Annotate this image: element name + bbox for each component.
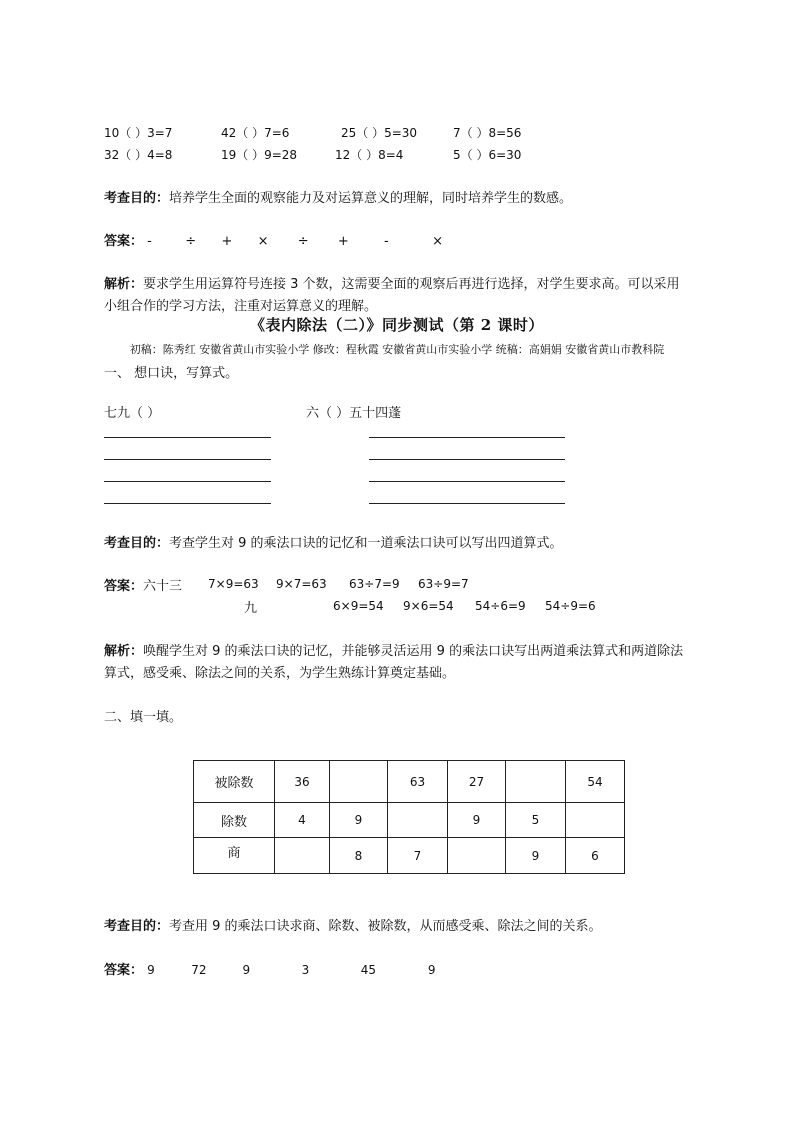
answer-line bbox=[104, 959, 436, 978]
table-cell[interactable] bbox=[388, 803, 448, 838]
answer-equation: 63÷7=9 bbox=[349, 577, 400, 591]
table-row bbox=[194, 838, 625, 874]
table-cell: 4 bbox=[275, 803, 330, 838]
table-cell: 7 bbox=[388, 838, 448, 874]
analysis-label: 解析： bbox=[104, 644, 144, 659]
answer-blank-line[interactable] bbox=[104, 437, 271, 438]
analysis-text: 唤醒学生对 9 的乘法口诀的记忆，并能够灵活运用 9 的乘法口诀写出两道乘法算式和两道除法 bbox=[143, 644, 684, 659]
table-cell: 8 bbox=[330, 838, 388, 874]
purpose-text: 考查用 9 的乘法口诀求商、除数、被除数，从而感受乘、除法之间的关系。 bbox=[169, 919, 602, 934]
row-header: 商 bbox=[194, 838, 275, 874]
answer-blank-line[interactable] bbox=[369, 503, 565, 504]
question-heading: 一、 想口诀，写算式。 bbox=[104, 366, 239, 381]
table-cell[interactable] bbox=[448, 838, 506, 874]
answer-blank-line[interactable] bbox=[369, 459, 565, 460]
table-row bbox=[194, 761, 625, 803]
equation-item: 7（ ）8=56 bbox=[453, 126, 522, 140]
answer-line bbox=[104, 230, 443, 249]
equation-item: 12（ ）8=4 bbox=[335, 148, 404, 162]
table-row bbox=[194, 803, 625, 838]
answer-equation: 6×9=54 bbox=[333, 599, 384, 613]
answer-blank-line[interactable] bbox=[104, 481, 271, 482]
analysis-text: 要求学生用运算符号连接 3 个数，这需要全面的观察后再进行选择，对学生要求高。可以采用 bbox=[143, 277, 680, 292]
table-cell: 54 bbox=[566, 761, 625, 803]
purpose-line bbox=[104, 187, 572, 206]
equation-item: 25（ ）5=30 bbox=[341, 126, 418, 140]
answer-label: 答案： bbox=[104, 963, 144, 978]
answer-blank-line[interactable] bbox=[104, 503, 271, 504]
answer-value: 9 bbox=[147, 963, 155, 977]
answer-rhyme: 六十三 bbox=[143, 579, 183, 594]
question-heading: 二、填一填。 bbox=[104, 710, 183, 725]
answer-blank-line[interactable] bbox=[369, 481, 565, 482]
left-prompt: 七九（ ） bbox=[104, 406, 161, 421]
table-cell: 9 bbox=[506, 838, 566, 874]
table-cell: 5 bbox=[506, 803, 566, 838]
row-header: 被除数 bbox=[194, 761, 275, 803]
table-cell: 6 bbox=[566, 838, 625, 874]
purpose-label: 考查目的： bbox=[104, 191, 170, 206]
table-cell: 9 bbox=[448, 803, 506, 838]
answer-value: 72 bbox=[191, 963, 207, 977]
purpose-text: 考查学生对 9 的乘法口诀的记忆和一道乘法口诀可以写出四道算式。 bbox=[169, 536, 563, 551]
table-cell[interactable] bbox=[506, 761, 566, 803]
answer-symbol: + bbox=[221, 234, 233, 249]
table-cell[interactable] bbox=[275, 838, 330, 874]
answer-value: 3 bbox=[301, 963, 310, 977]
purpose-line bbox=[104, 915, 602, 934]
answer-value: 9 bbox=[242, 963, 251, 977]
answer-equation: 9×6=54 bbox=[403, 599, 454, 613]
equation-item: 42（ ）7=6 bbox=[221, 126, 290, 140]
table-cell: 36 bbox=[275, 761, 330, 803]
table-cell[interactable] bbox=[330, 761, 388, 803]
table-cell: 63 bbox=[388, 761, 448, 803]
analysis-label: 解析： bbox=[104, 277, 144, 292]
answer-symbol: - bbox=[384, 234, 389, 249]
answer-equation: 7×9=63 bbox=[208, 577, 259, 591]
purpose-line bbox=[104, 532, 563, 551]
analysis-line bbox=[104, 640, 683, 659]
table-cell: 27 bbox=[448, 761, 506, 803]
equation-item: 10（ ）3=7 bbox=[104, 126, 173, 140]
table-cell: 9 bbox=[330, 803, 388, 838]
answer-equation: 9×7=63 bbox=[276, 577, 327, 591]
purpose-label: 考查目的： bbox=[104, 536, 170, 551]
answer-blank-line[interactable] bbox=[369, 437, 565, 438]
answer-symbol: ÷ bbox=[185, 234, 197, 249]
answer-symbol: × bbox=[432, 234, 444, 249]
answer-equation: 63÷9=7 bbox=[418, 577, 469, 591]
purpose-text: 培养学生全面的观察能力及对运算意义的理解，同时培养学生的数感。 bbox=[169, 191, 573, 206]
answer-rhyme: 九 bbox=[244, 601, 258, 616]
equation-item: 32（ ）4=8 bbox=[104, 148, 173, 162]
answer-equation: 54÷9=6 bbox=[545, 599, 596, 613]
row-header: 除数 bbox=[194, 803, 275, 838]
division-table bbox=[193, 760, 625, 874]
answer-symbol: + bbox=[337, 234, 349, 249]
answer-blank-line[interactable] bbox=[104, 459, 271, 460]
table-cell[interactable] bbox=[566, 803, 625, 838]
equation-item: 19（ ）9=28 bbox=[221, 148, 298, 162]
answer-symbol: ÷ bbox=[297, 234, 309, 249]
answer-symbol: - bbox=[147, 234, 152, 249]
analysis-text-continued: 算式，感受乘、除法之间的关系，为学生熟练计算奠定基础。 bbox=[104, 666, 456, 681]
right-prompt: 六（ ）五十四蓬 bbox=[306, 406, 402, 421]
equation-item: 5（ ）6=30 bbox=[453, 148, 522, 162]
answer-label: 答案： bbox=[104, 579, 144, 594]
lesson-credits: 初稿：陈秀红 安徽省黄山市实验小学 修改：程秋霞 安徽省黄山市实验小学 统稿：高娟娟 安徽省黄山市教科院 bbox=[129, 343, 665, 356]
answer-label: 答案： bbox=[104, 234, 144, 249]
analysis-text-continued: 小组合作的学习方法，注重对运算意义的理解。 bbox=[104, 299, 378, 314]
purpose-label: 考查目的： bbox=[104, 919, 170, 934]
analysis-line bbox=[104, 273, 680, 292]
lesson-title: 《表内除法（二）》同步测试（第 2 课时） bbox=[250, 316, 544, 334]
answer-value: 45 bbox=[360, 963, 376, 977]
answer-line bbox=[104, 575, 182, 594]
answer-equation: 54÷6=9 bbox=[475, 599, 526, 613]
answer-value: 9 bbox=[427, 963, 436, 977]
answer-symbol: × bbox=[257, 234, 269, 249]
